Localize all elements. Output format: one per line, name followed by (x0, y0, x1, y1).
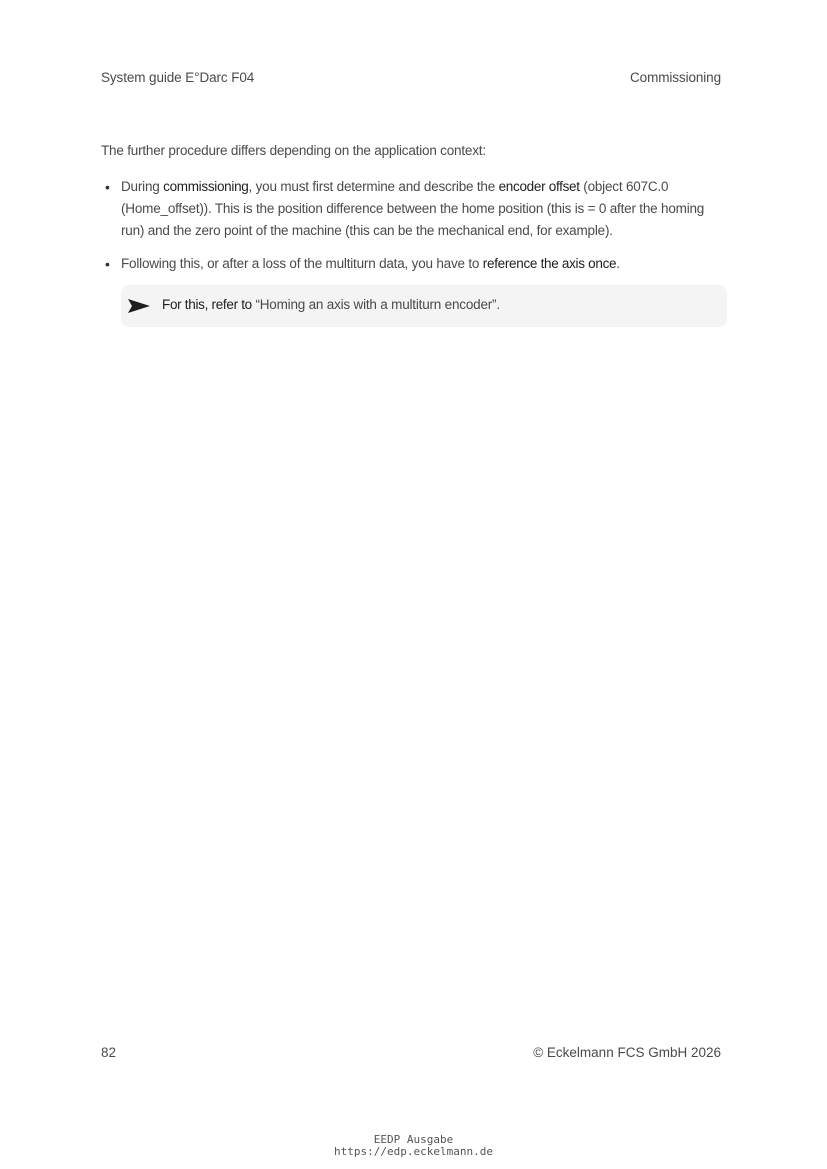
copyright-notice: © Eckelmann FCS GmbH 2026 (533, 1045, 721, 1060)
bullet-text-part: , you must first determine and describe the (248, 179, 499, 194)
bullet-item-commissioning (101, 176, 726, 242)
bullet-item-reference (101, 253, 726, 275)
bullet-text-part: (object 607C.0 (Home_offset)). This is the position difference between the home position (this is = 0 after the homing run) and the zero point of the machine (this can be the mechanical end, for example). (121, 179, 705, 238)
cross-reference-note (121, 285, 727, 327)
highlight-reference-axis: reference the axis once (482, 256, 617, 271)
highlight-commissioning: commissioning (163, 179, 249, 194)
highlight-encoder-offset: encoder offset (498, 179, 580, 194)
bullet-text-part: During (121, 179, 164, 194)
running-header-section: Commissioning (630, 70, 721, 85)
running-header-title: System guide E°Darc F04 (101, 70, 255, 85)
bullet-text-part: . (616, 256, 620, 271)
edition-url[interactable]: https://edp.eckelmann.de (334, 1145, 493, 1158)
arrow-right-icon (128, 299, 150, 313)
bullet-dot-icon: • (105, 179, 110, 195)
note-text (162, 297, 500, 312)
note-link-text[interactable]: “Homing an axis with a multiturn encoder”. (251, 297, 500, 312)
page-number: 82 (101, 1045, 117, 1060)
intro-paragraph: The further procedure differs depending on the application context: (101, 143, 486, 158)
edition-stamp: EEDP Ausgabe (373, 1133, 454, 1146)
bullet-text-part: Following this, or after a loss of the multiturn data, you have to (121, 256, 483, 271)
bullet-list (101, 176, 726, 275)
note-lead: For this, refer to (162, 297, 252, 312)
bullet-dot-icon: • (105, 256, 110, 272)
